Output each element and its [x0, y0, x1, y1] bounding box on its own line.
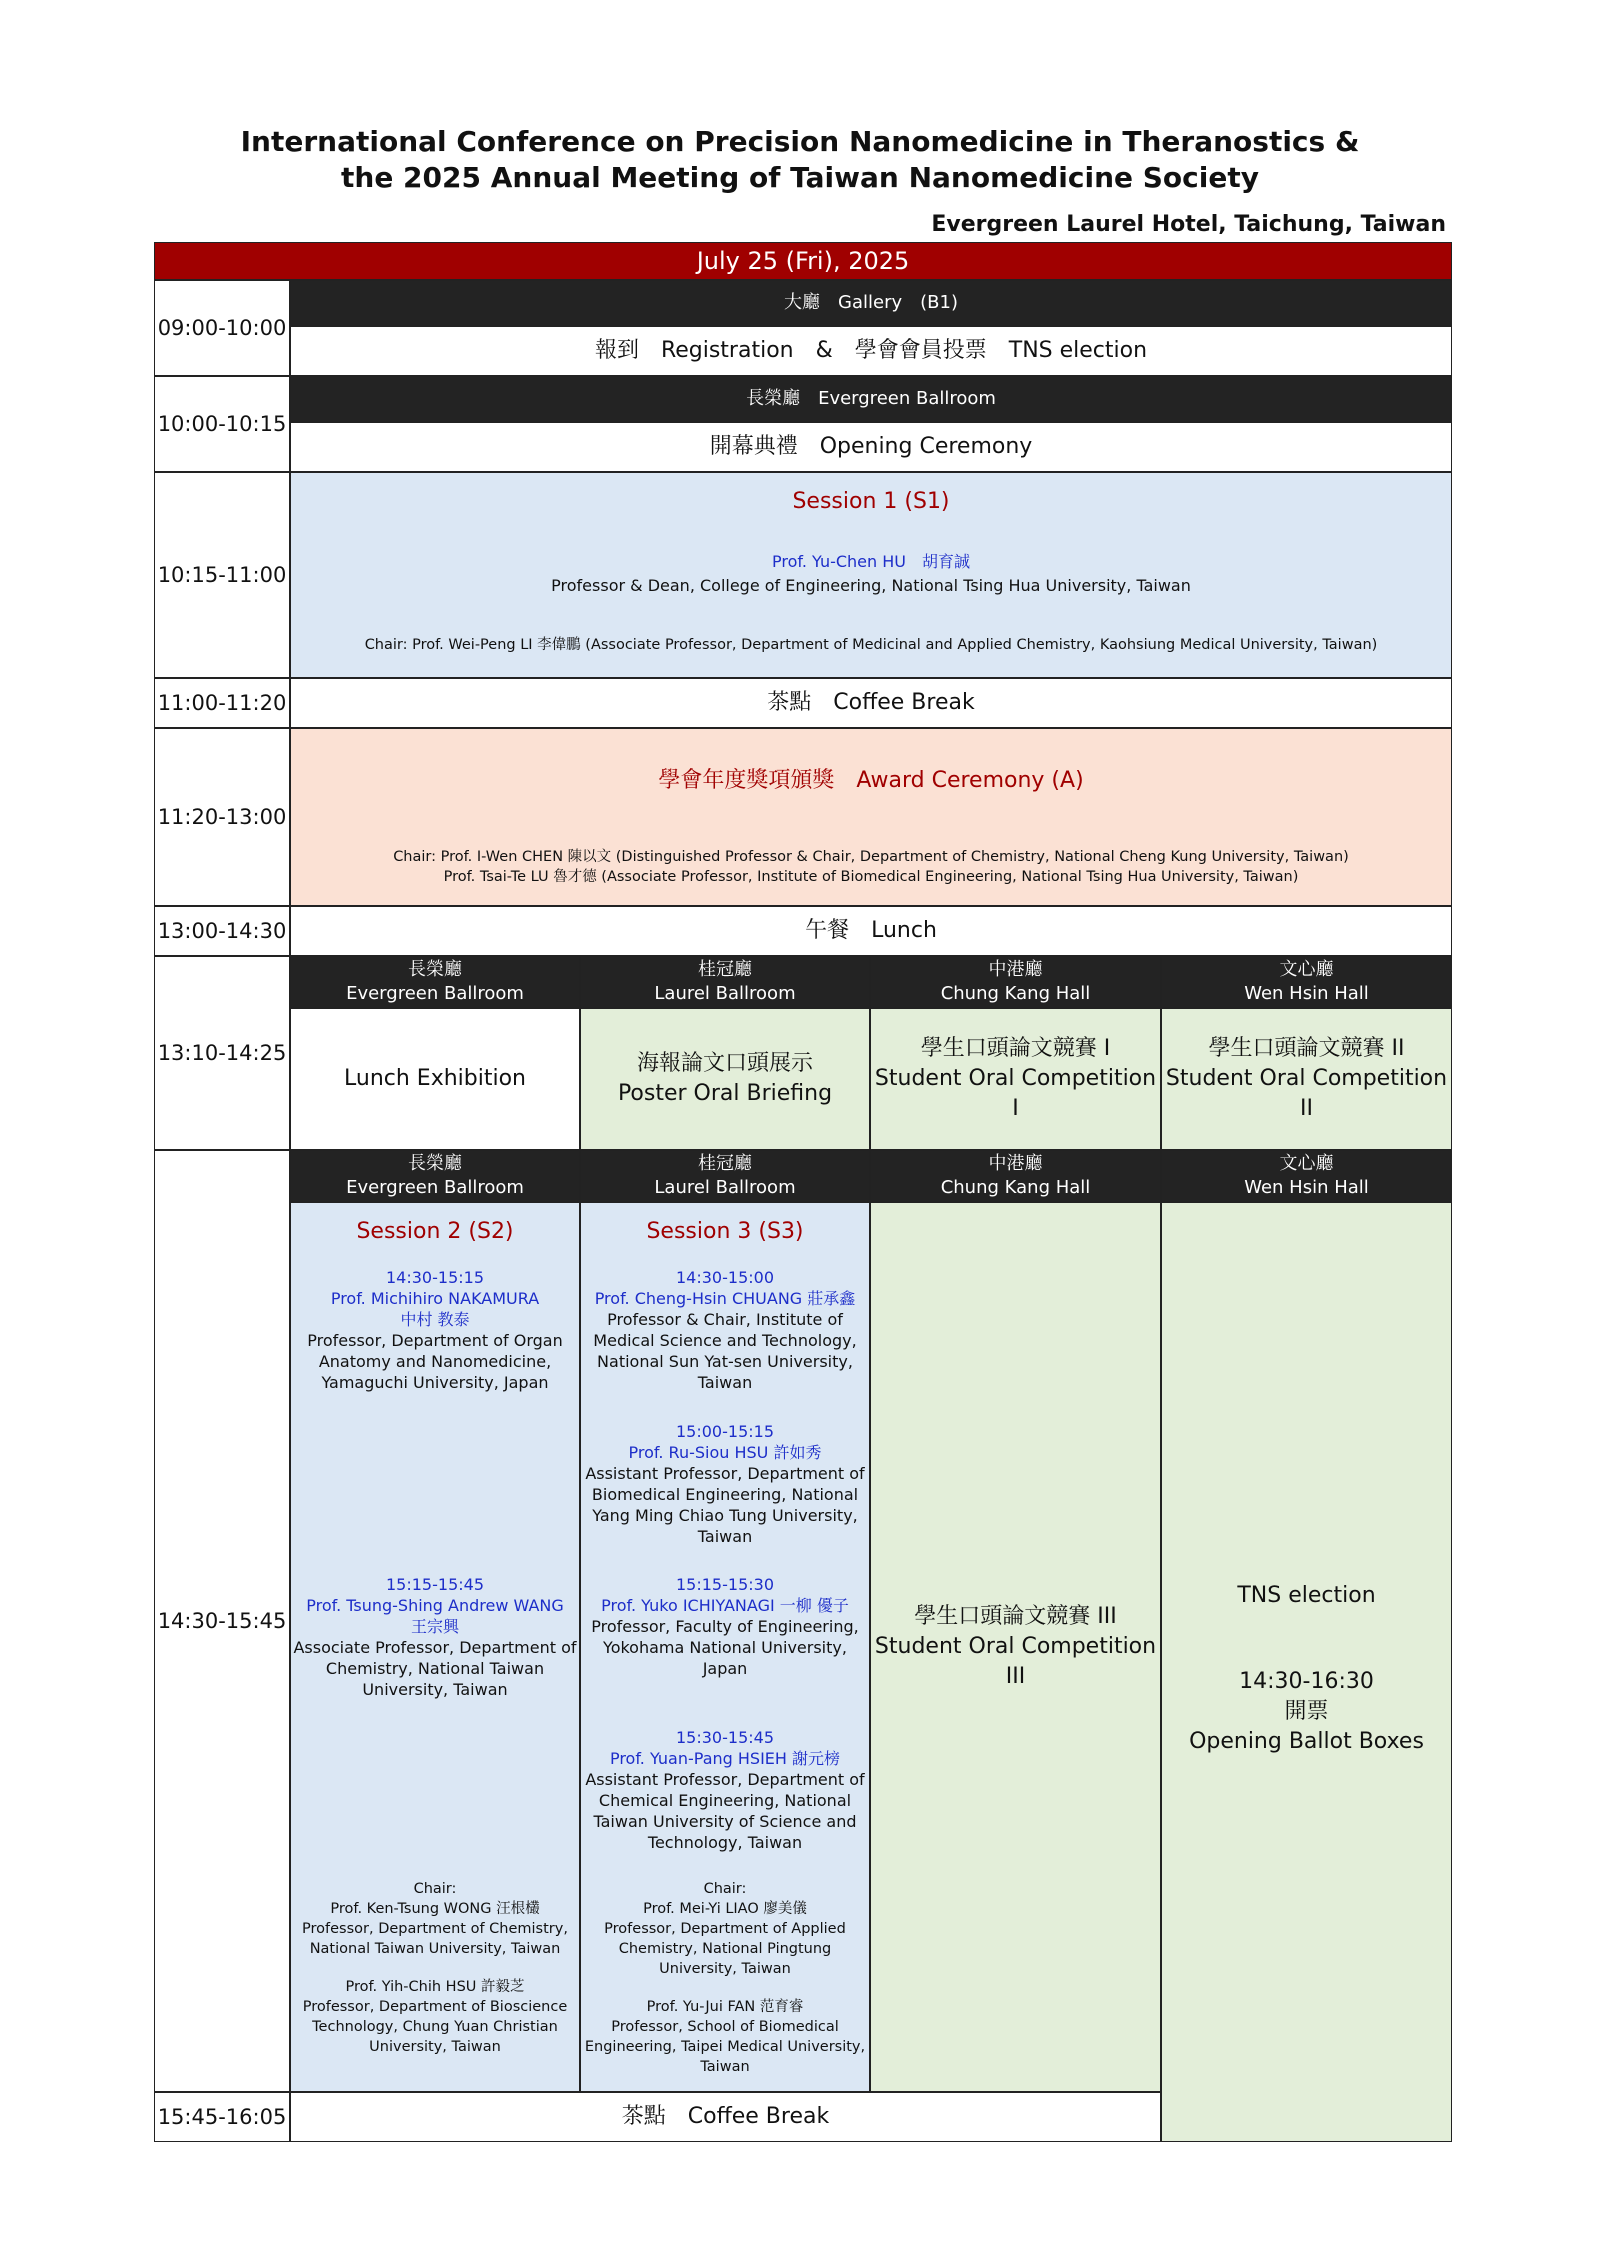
room-en: Chung Kang Hall: [940, 1177, 1091, 1198]
talk-time: 15:00-15:15: [676, 1422, 774, 1441]
session-1-title: Session 1 (S1): [792, 489, 950, 514]
talk-time: 14:30-15:00: [676, 1268, 774, 1287]
venue-label: Evergreen Laurel Hotel, Taichung, Taiwan: [931, 212, 1446, 237]
chair-label: Chair:: [703, 1881, 747, 1897]
talk-affiliation-line: Associate Professor, Department of: [293, 1638, 577, 1657]
event-line1: 學生口頭論文競賽 III: [914, 1604, 1117, 1629]
room-zh: 文心廳: [1279, 1153, 1334, 1174]
event-line2: Student Oral Competition: [1165, 1066, 1448, 1091]
talk-affiliation-line: Professor & Chair, Institute of: [607, 1310, 843, 1329]
coffee-break-1: [290, 678, 1452, 728]
chair-label: Chair:: [413, 1881, 457, 1897]
time-label: 13:10-14:25: [157, 1041, 287, 1065]
event-label: 午餐 Lunch: [805, 918, 937, 943]
room-header-chung-kang-hall: [870, 956, 1161, 1008]
talk-affiliation-line: Yang Ming Chiao Tung University,: [592, 1506, 858, 1525]
room-header-chung-kang-hall-2: [870, 1150, 1161, 1202]
room-en: Evergreen Ballroom: [346, 1177, 524, 1198]
talk-speaker: Prof. Cheng-Hsin CHUANG 莊承鑫: [594, 1289, 856, 1308]
event-line2: Poster Oral Briefing: [617, 1081, 833, 1106]
chair-affiliation-line: Professor, School of Biomedical: [611, 2019, 839, 2035]
time-cell-lunch: [154, 906, 290, 956]
chair-name: Prof. Yu-Jui FAN 范育睿: [646, 1999, 804, 2015]
opening-event: [290, 422, 1452, 472]
registration-event: [290, 326, 1452, 376]
coffee-break-2: [290, 2092, 1161, 2142]
session-1-chair: Chair: Prof. Wei-Peng LI 李偉鵬 (Associate Professor, Department of Medicinal and Applied Chemistry, Kaohsiung Medical University, Taiwan): [364, 637, 1378, 653]
event-line3: III: [1005, 1664, 1026, 1689]
s2-chairs: [291, 1879, 579, 2057]
talk-affiliation-line: Assistant Professor, Department of: [585, 1464, 865, 1483]
event-line1: 學生口頭論文競賽 II: [1208, 1036, 1405, 1061]
room-zh: 中港廳: [988, 1153, 1043, 1174]
room-zh: 長榮廳: [408, 1153, 462, 1174]
time-label: 14:30-15:45: [157, 1609, 287, 1633]
chair-affiliation-line: University, Taiwan: [369, 2039, 501, 2055]
room-en: Wen Hsin Hall: [1244, 983, 1369, 1004]
chair-affiliation-line: Professor, Department of Applied: [604, 1921, 846, 1937]
time-label: 10:15-11:00: [157, 563, 287, 587]
award-title: 學會年度獎項頒獎 Award Ceremony (A): [658, 768, 1084, 793]
talk-affiliation-line: Yamaguchi University, Japan: [321, 1373, 549, 1392]
time-label: 13:00-14:30: [157, 919, 287, 943]
chair-affiliation-line: Engineering, Taipei Medical University,: [584, 2039, 866, 2055]
time-cell-registration: [154, 280, 290, 376]
event-label: 報到 Registration & 學會會員投票 TNS election: [594, 338, 1148, 363]
award-chair-1: Chair: Prof. I-Wen CHEN 陳以文 (Distinguished Professor & Chair, Department of Chemistry, National Cheng Kung University, Taiwan): [393, 849, 1349, 865]
chair-affiliation-line: Chemistry, National Pingtung: [618, 1941, 832, 1957]
talk-speaker: Prof. Tsung-Shing Andrew WANG: [306, 1596, 564, 1615]
s2-talk-2: [291, 1574, 579, 1700]
talk-affiliation-line: Chemical Engineering, National: [598, 1791, 852, 1810]
award-chair-2: Prof. Tsai-Te LU 魯才德 (Associate Professor, Institute of Biomedical Engineering, National Tsing Hua University, Taiwan): [443, 869, 1299, 885]
chair-affiliation-line: National Taiwan University, Taiwan: [309, 1941, 561, 1957]
room-header-evergreen-ballroom: [290, 956, 580, 1008]
tns-election-label: TNS election: [1237, 1583, 1376, 1608]
talk-speaker: Prof. Michihiro NAKAMURA: [330, 1289, 540, 1308]
room-en: Laurel Ballroom: [654, 1177, 796, 1198]
time-label: 11:00-11:20: [157, 691, 287, 715]
award-ceremony-block: [290, 728, 1452, 906]
talk-speaker-native: 中村 教泰: [400, 1310, 470, 1329]
room-header-evergreen: [290, 376, 1452, 422]
talk-speaker: Prof. Ru-Siou HSU 許如秀: [628, 1443, 822, 1462]
room-label: 大廳 Gallery (B1): [784, 292, 958, 313]
chair-affiliation-line: Taiwan: [700, 2059, 750, 2075]
room-header-wen-hsin-hall-2: [1161, 1150, 1452, 1202]
time-cell-parallel1: [154, 956, 290, 1150]
talk-affiliation-line: Japan: [702, 1659, 748, 1678]
date-header: [154, 242, 1452, 280]
time-cell-award: [154, 728, 290, 906]
talk-affiliation-line: Taiwan: [697, 1527, 753, 1546]
event-label: 茶點 Coffee Break: [767, 690, 975, 715]
time-label: 11:20-13:00: [157, 805, 287, 829]
tns-election-block: [1161, 1202, 1452, 2142]
conference-title-line1: International Conference on Precision Nanomedicine in Theranostics &: [240, 125, 1360, 158]
talk-affiliation-line: Anatomy and Nanomedicine,: [318, 1352, 552, 1371]
chair-name: Prof. Yih-Chih HSU 許毅芝: [345, 1979, 525, 1995]
talk-affiliation-line: Technology, Taiwan: [647, 1833, 803, 1852]
event-line1: 學生口頭論文競賽 I: [920, 1036, 1111, 1061]
session-2-block: [290, 1202, 580, 2092]
room-en: Laurel Ballroom: [654, 983, 796, 1004]
room-zh: 文心廳: [1279, 959, 1334, 980]
talk-affiliation-line: Taiwan University of Science and: [593, 1812, 857, 1831]
room-zh: 桂冠廳: [698, 1153, 752, 1174]
s3-talk-4: [581, 1727, 869, 1853]
time-cell-coffee1: [154, 678, 290, 728]
event-line3: II: [1300, 1096, 1313, 1121]
time-cell-s1: [154, 472, 290, 678]
room-en: Chung Kang Hall: [940, 983, 1091, 1004]
room-zh: 長榮廳: [408, 959, 462, 980]
time-label: 09:00-10:00: [157, 316, 287, 340]
room-label: 長榮廳 Evergreen Ballroom: [746, 388, 996, 409]
talk-speaker: Prof. Yuan-Pang HSIEH 謝元榜: [609, 1749, 841, 1768]
talk-time: 15:30-15:45: [676, 1728, 774, 1747]
event-label: 開幕典禮 Opening Ceremony: [709, 434, 1033, 459]
talk-affiliation-line: National Sun Yat-sen University,: [597, 1352, 853, 1371]
talk-affiliation-line: Assistant Professor, Department of: [585, 1770, 865, 1789]
talk-affiliation-line: Biomedical Engineering, National: [591, 1485, 859, 1504]
student-oral-competition-2: [1161, 1008, 1452, 1150]
event-line1: 海報論文口頭展示: [636, 1051, 813, 1076]
student-oral-competition-1: [870, 1008, 1161, 1150]
room-header-gallery: [290, 280, 1452, 326]
room-en: Wen Hsin Hall: [1244, 1177, 1369, 1198]
s3-talk-3: [581, 1574, 869, 1679]
room-header-laurel-ballroom: [580, 956, 870, 1008]
date-label: July 25 (Fri), 2025: [696, 247, 910, 275]
session-3-title: Session 3 (S3): [646, 1219, 804, 1244]
talk-affiliation-line: Professor, Faculty of Engineering,: [591, 1617, 859, 1636]
session-2-title: Session 2 (S2): [356, 1219, 514, 1244]
room-header-laurel-ballroom-2: [580, 1150, 870, 1202]
chair-affiliation-line: Technology, Chung Yuan Christian: [312, 2019, 558, 2035]
event-label: 茶點 Coffee Break: [621, 2104, 830, 2129]
tns-ballot-zh: 開票: [1284, 1699, 1329, 1724]
talk-affiliation-line: Taiwan: [697, 1373, 753, 1392]
time-cell-opening: [154, 376, 290, 472]
time-cell-coffee2: [154, 2092, 290, 2142]
room-header-evergreen-ballroom-2: [290, 1150, 580, 1202]
time-label: 15:45-16:05: [157, 2105, 287, 2129]
talk-time: 15:15-15:30: [676, 1575, 774, 1594]
s3-chairs: [581, 1879, 869, 2077]
event-line3: I: [1012, 1096, 1019, 1121]
session-3-block: [580, 1202, 870, 2092]
event-line2: Student Oral Competition: [874, 1634, 1157, 1659]
s3-talk-1: [581, 1267, 869, 1393]
event-line2: Student Oral Competition: [874, 1066, 1157, 1091]
session-1-affiliation: Professor & Dean, College of Engineering, National Tsing Hua University, Taiwan: [551, 576, 1191, 595]
time-cell-parallel2: [154, 1150, 290, 2092]
room-zh: 中港廳: [988, 959, 1043, 980]
talk-speaker: Prof. Yuko ICHIYANAGI 一柳 優子: [601, 1596, 849, 1615]
conference-title-line2: the 2025 Annual Meeting of Taiwan Nanomedicine Society: [341, 161, 1259, 194]
event-line1: Lunch Exhibition: [344, 1066, 526, 1091]
lunch-exhibition: [290, 1008, 580, 1150]
talk-time: 15:15-15:45: [386, 1575, 484, 1594]
talk-affiliation-line: Chemistry, National Taiwan: [325, 1659, 545, 1678]
room-en: Evergreen Ballroom: [346, 983, 524, 1004]
poster-oral-briefing: [580, 1008, 870, 1150]
tns-ballot-time: 14:30-16:30: [1239, 1669, 1374, 1694]
talk-affiliation-line: Medical Science and Technology,: [593, 1331, 857, 1350]
tns-ballot-en: Opening Ballot Boxes: [1189, 1729, 1424, 1754]
talk-affiliation-line: Professor, Department of Organ: [307, 1331, 563, 1350]
talk-affiliation-line: University, Taiwan: [362, 1680, 508, 1699]
talk-time: 14:30-15:15: [386, 1268, 484, 1287]
time-label: 10:00-10:15: [157, 412, 287, 436]
session-1-block: [290, 472, 1452, 678]
talk-speaker-native: 王宗興: [410, 1617, 459, 1636]
session-1-speaker: Prof. Yu-Chen HU 胡育誠: [771, 552, 970, 571]
s3-talk-2: [581, 1421, 869, 1547]
room-header-wen-hsin-hall: [1161, 956, 1452, 1008]
chair-affiliation-line: Professor, Department of Bioscience: [302, 1999, 568, 2015]
lunch-event: [290, 906, 1452, 956]
chair-name: Prof. Ken-Tsung WONG 汪根欉: [330, 1901, 540, 1917]
chair-affiliation-line: Professor, Department of Chemistry,: [302, 1921, 568, 1937]
chair-affiliation-line: University, Taiwan: [659, 1961, 791, 1977]
chair-name: Prof. Mei-Yi LIAO 廖美儀: [643, 1901, 807, 1917]
talk-affiliation-line: Yokohama National University,: [603, 1638, 847, 1657]
room-zh: 桂冠廳: [698, 959, 752, 980]
s2-talk-1: [291, 1267, 579, 1393]
student-oral-competition-3: [870, 1202, 1161, 2092]
